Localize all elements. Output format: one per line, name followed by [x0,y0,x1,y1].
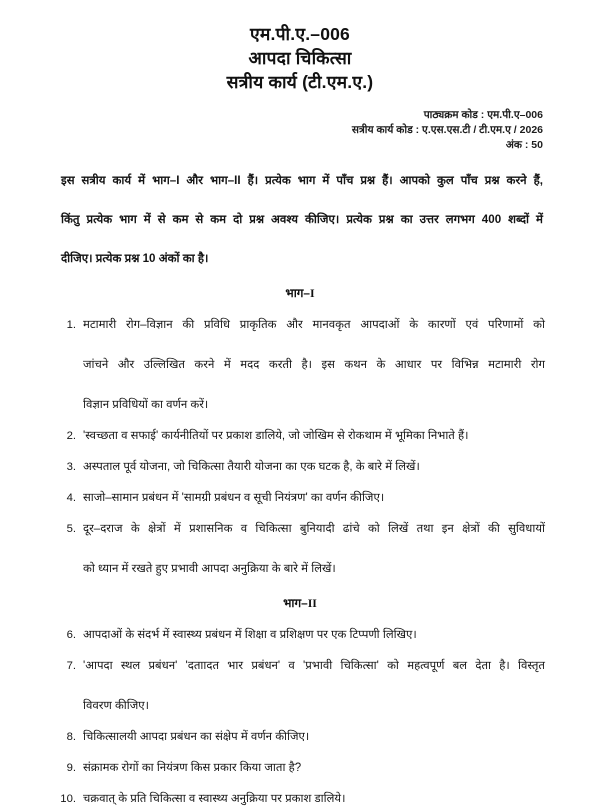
question-text-line: विवरण कीजिए। [83,699,150,712]
question-item [55,315,545,415]
question-text-line: विज्ञान प्रविधियों का वर्णन करें। [83,398,209,411]
instructions-paragraph [55,171,545,269]
instructions-line-3: दीजिए। प्रत्येक प्रश्न 10 अंकों का है। [61,252,209,265]
question-text [83,315,545,415]
question-item [55,457,545,477]
question-number: 6. [66,628,76,641]
question-text-line: मटामारी रोग–विज्ञान की प्रविधि प्राकृतिक और मानवकृत आपदाओं के कारणों एवं परिणामों को [83,318,545,331]
question-text-line: चिकित्सालयी आपदा प्रबंधन का संक्षेप में वर्णन कीजिए। [83,730,310,743]
question-item [55,519,545,579]
question-number: 5. [66,522,76,535]
question-item [55,727,545,747]
question-number: 8. [66,730,76,743]
parts-container [55,285,545,809]
part-heading-1 [55,285,545,301]
question-text-line: आपदाओं के संदर्भ में स्वास्थ्य प्रबंधन में शिक्षा व प्रशिक्षण पर एक टिप्पणी लिखिए। [83,628,417,641]
course-code-title: एम.पी.ए.–006 [249,24,350,44]
document-title-block [55,18,545,94]
question-text [83,758,545,778]
question-text-line: साजो–सामान प्रबंधन में 'सामग्री प्रबंधन व सूची नियंत्रण' का वर्णन कीजिए। [83,491,385,504]
question-number: 2. [66,429,76,442]
question-text [83,656,545,716]
question-number: 10. [60,792,76,805]
question-text [83,625,545,645]
question-text [83,426,545,446]
question-item [55,656,545,716]
part-heading-2 [55,595,545,611]
instructions-line-1: इस सत्रीय कार्य में भाग–I और भाग–II हैं। प्रत्येक भाग में पाँच प्रश्न हैं। आपको कुल पाँच प्रश्न करने हैं, [61,174,543,187]
question-text-line: अस्पताल पूर्व योजना, जो चिकित्सा तैयारी योजना का एक घटक है, के बारे में लिखें। [83,460,420,473]
question-number: 1. [66,318,76,331]
assignment-type-title: सत्रीय कार्य (टी.एम.ए.) [226,72,374,92]
question-item [55,789,545,809]
meta-assignment-code: सत्रीय कार्य कोड : ए.एस.एस.टी / टी.एम.ए / 2026 [351,124,543,136]
question-list-part-1 [55,315,545,579]
question-item [55,625,545,645]
question-text-line: जांचने और उल्लिखित करने में मदद करती है। इस कथन के आधार पर विभिन्न मटामारी रोग [83,358,545,371]
assignment-meta-block [55,108,545,153]
question-number: 9. [66,761,76,774]
part-heading-roman: I [309,285,315,300]
part-heading-roman: II [307,595,317,610]
part-heading-label: भाग– [285,285,310,300]
question-number: 7. [66,659,76,672]
question-text [83,457,545,477]
instructions-line-2: किंतु प्रत्येक भाग में से कम से कम दो प्रश्न अवश्य कीजिए। प्रत्येक प्रश्न का उत्तर लगभग 400 शब्दों में [61,213,543,226]
question-text-line: को ध्यान में रखते हुए प्रभावी आपदा अनुक्रिया के बारे में लिखें। [83,562,336,575]
question-text-line: 'स्वच्छता व सफाई' कार्यनीतियों पर प्रकाश डालिये, जो जोखिम से रोकथाम में भूमिका निभाते हैं। [83,429,469,442]
question-item [55,488,545,508]
question-list-part-2 [55,625,545,809]
question-text-line: संक्रामक रोगों का नियंत्रण किस प्रकार किया जाता है? [83,761,302,774]
question-number: 3. [66,460,76,473]
meta-marks: अंक : 50 [505,139,543,151]
question-text [83,727,545,747]
part-heading-label: भाग– [283,595,308,610]
question-item [55,426,545,446]
question-number: 4. [66,491,76,504]
meta-course-code: पाठ्यक्रम कोड : एम.पी.ए–006 [423,109,543,121]
question-text [83,488,545,508]
course-name-title: आपदा चिकित्सा [248,48,352,68]
question-item [55,758,545,778]
question-text-line: दूर–दराज के क्षेत्रों में प्रशासनिक व चिकित्सा बुनियादी ढांचे को लिखें तथा इन क्षेत्रों की सुविधायों [83,522,545,535]
question-text-line: चक्रवात् के प्रति चिकित्सा व स्वास्थ्य अनुक्रिया पर प्रकाश डालिये। [83,792,346,805]
question-text [83,519,545,579]
question-text-line: 'आपदा स्थल प्रबंधन' 'दताादत भार प्रबंधन' व 'प्रभावी चिकित्सा' को महत्वपूर्ण बल देता है। विस्तृत [83,659,545,672]
question-text [83,789,545,809]
